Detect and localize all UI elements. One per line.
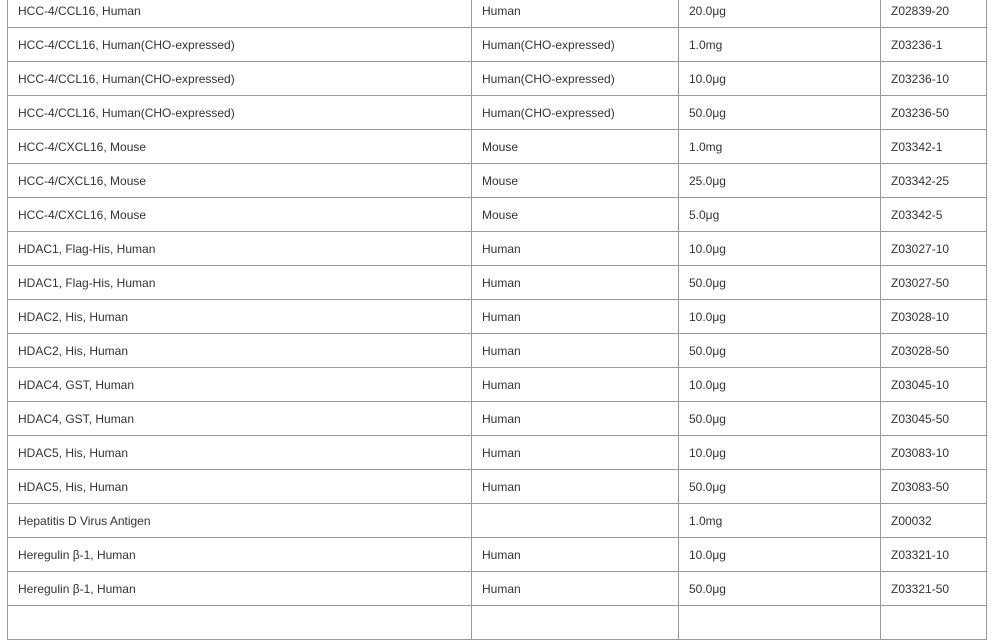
species-cell: Human <box>472 368 679 402</box>
size-cell: 5.0μg <box>679 198 881 232</box>
species-cell: Mouse <box>472 164 679 198</box>
species-cell: Human <box>472 0 679 28</box>
catalog-number-cell: Z03083-50 <box>881 470 987 504</box>
product-name-cell: Heregulin β-1, Human <box>8 572 472 606</box>
species-cell: Human <box>472 266 679 300</box>
size-cell: 10.0μg <box>679 300 881 334</box>
catalog-number-cell: Z03028-50 <box>881 334 987 368</box>
size-cell: 50.0μg <box>679 470 881 504</box>
size-cell: 1.0mg <box>679 504 881 538</box>
table-row <box>8 164 987 198</box>
table-row <box>8 232 987 266</box>
catalog-number-cell: Z03027-50 <box>881 266 987 300</box>
species-cell: Human <box>472 300 679 334</box>
species-cell: Human <box>472 334 679 368</box>
size-cell: 1.0mg <box>679 130 881 164</box>
size-cell: 50.0μg <box>679 572 881 606</box>
table-row <box>8 470 987 504</box>
size-cell: 50.0μg <box>679 96 881 130</box>
product-name-cell: HDAC4, GST, Human <box>8 368 472 402</box>
size-cell: 10.0μg <box>679 62 881 96</box>
table-row <box>8 606 987 640</box>
species-cell <box>472 504 679 538</box>
species-cell: Human <box>472 436 679 470</box>
product-name-cell: HCC-4/CCL16, Human(CHO-expressed) <box>8 28 472 62</box>
species-cell: Human(CHO-expressed) <box>472 96 679 130</box>
size-cell: 10.0μg <box>679 368 881 402</box>
table-row <box>8 0 987 28</box>
catalog-number-cell: Z03342-1 <box>881 130 987 164</box>
catalog-number-cell: Z00032 <box>881 504 987 538</box>
catalog-number-cell: Z03236-50 <box>881 96 987 130</box>
table-row <box>8 538 987 572</box>
catalog-number-cell: Z03321-10 <box>881 538 987 572</box>
species-cell: Human <box>472 572 679 606</box>
product-name-cell: HCC-4/CCL16, Human(CHO-expressed) <box>8 96 472 130</box>
product-name-cell: HCC-4/CXCL16, Mouse <box>8 164 472 198</box>
table-row <box>8 198 987 232</box>
table-row <box>8 402 987 436</box>
product-name-cell: HDAC5, His, Human <box>8 436 472 470</box>
species-cell: Human <box>472 402 679 436</box>
size-cell: 25.0μg <box>679 164 881 198</box>
table-row <box>8 62 987 96</box>
catalog-number-cell: Z03028-10 <box>881 300 987 334</box>
product-name-cell: HCC-4/CXCL16, Mouse <box>8 198 472 232</box>
table-row <box>8 436 987 470</box>
catalog-number-cell: Z03027-10 <box>881 232 987 266</box>
species-cell: Human(CHO-expressed) <box>472 62 679 96</box>
table-row <box>8 130 987 164</box>
product-name-cell: HCC-4/CCL16, Human <box>8 0 472 28</box>
product-table-container <box>7 0 986 640</box>
table-row <box>8 300 987 334</box>
size-cell: 50.0μg <box>679 402 881 436</box>
product-name-cell: HCC-4/CXCL16, Mouse <box>8 130 472 164</box>
product-name-cell <box>8 606 472 640</box>
species-cell: Human(CHO-expressed) <box>472 28 679 62</box>
product-name-cell: Heregulin β-1, Human <box>8 538 472 572</box>
catalog-number-cell <box>881 606 987 640</box>
product-name-cell: HDAC5, His, Human <box>8 470 472 504</box>
table-row <box>8 266 987 300</box>
product-table-body <box>8 0 987 640</box>
size-cell: 10.0μg <box>679 232 881 266</box>
product-name-cell: HDAC2, His, Human <box>8 334 472 368</box>
product-name-cell: HDAC4, GST, Human <box>8 402 472 436</box>
size-cell: 1.0mg <box>679 28 881 62</box>
species-cell: Human <box>472 538 679 572</box>
product-name-cell: Hepatitis D Virus Antigen <box>8 504 472 538</box>
size-cell: 10.0μg <box>679 436 881 470</box>
species-cell: Mouse <box>472 130 679 164</box>
catalog-number-cell: Z03321-50 <box>881 572 987 606</box>
catalog-number-cell: Z02839-20 <box>881 0 987 28</box>
catalog-number-cell: Z03236-1 <box>881 28 987 62</box>
size-cell: 10.0μg <box>679 538 881 572</box>
size-cell <box>679 606 881 640</box>
size-cell: 50.0μg <box>679 334 881 368</box>
species-cell: Human <box>472 470 679 504</box>
table-row <box>8 28 987 62</box>
size-cell: 50.0μg <box>679 266 881 300</box>
product-table <box>7 0 987 640</box>
table-row <box>8 334 987 368</box>
species-cell: Human <box>472 232 679 266</box>
catalog-number-cell: Z03342-5 <box>881 198 987 232</box>
catalog-number-cell: Z03083-10 <box>881 436 987 470</box>
catalog-number-cell: Z03236-10 <box>881 62 987 96</box>
product-name-cell: HCC-4/CCL16, Human(CHO-expressed) <box>8 62 472 96</box>
product-name-cell: HDAC1, Flag-His, Human <box>8 232 472 266</box>
product-name-cell: HDAC2, His, Human <box>8 300 472 334</box>
table-row <box>8 96 987 130</box>
table-row <box>8 504 987 538</box>
species-cell <box>472 606 679 640</box>
catalog-number-cell: Z03045-10 <box>881 368 987 402</box>
product-name-cell: HDAC1, Flag-His, Human <box>8 266 472 300</box>
table-row <box>8 368 987 402</box>
catalog-number-cell: Z03045-50 <box>881 402 987 436</box>
table-row <box>8 572 987 606</box>
size-cell: 20.0μg <box>679 0 881 28</box>
species-cell: Mouse <box>472 198 679 232</box>
catalog-number-cell: Z03342-25 <box>881 164 987 198</box>
